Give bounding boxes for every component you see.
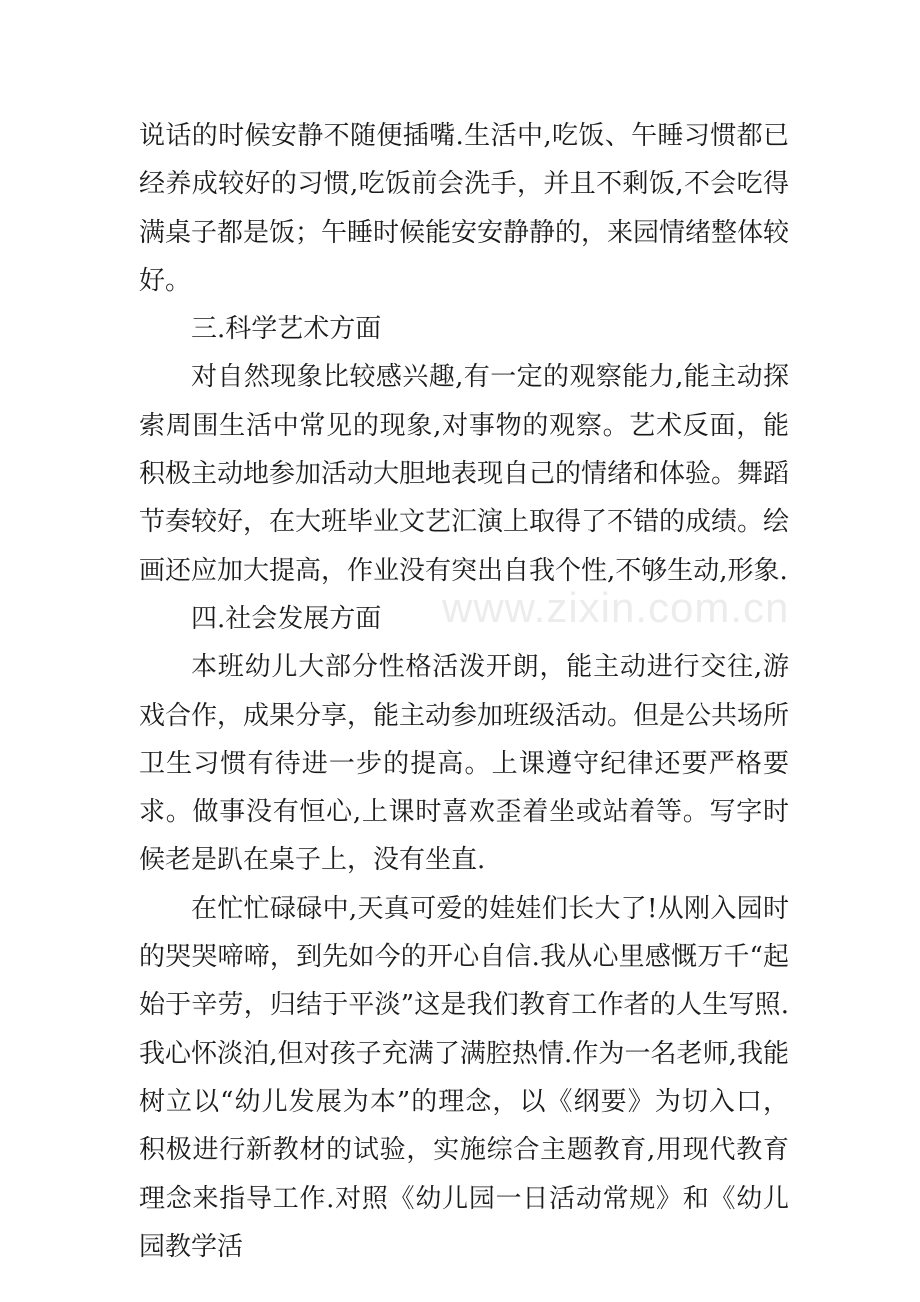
- section-heading-social-development: 四.社会发展方面: [191, 603, 382, 634]
- paragraph-social-development: 本班幼儿大部分性格活泼开朗，能主动进行交往,游戏合作，成果分享，能主动参加班级活动。但是公共场所卫生习惯有待进一步的提高。上课遵守纪律还要严格要求。做事没有恒心,上课时喜欢歪着坐或站着等。写字时候老是趴在桌子上，没有坐直.: [139, 652, 790, 876]
- paragraph-continuation: 说话的时候安静不随便插嘴.生活中,吃饭、午睡习惯都已经养成较好的习惯,吃饭前会洗手，并且不剩饭,不会吃得满桌子都是饭；午睡时候能安安静静的，来园情绪整体较好。: [139, 121, 790, 296]
- section-heading-science-art: 三.科学艺术方面: [191, 314, 382, 345]
- watermark-text: www.zixin.com.cn: [442, 584, 790, 631]
- document-body: [139, 112, 789, 1271]
- paragraph-science-art: 对自然现象比较感兴趣,有一定的观察能力,能主动探索周围生活中常见的现象,对事物的观察。艺术反面，能积极主动地参加活动大胆地表现自己的情绪和体验。舞蹈节奏较好，在大班毕业文艺汇演上取得了不错的成绩。绘画还应加大提高，作业没有突出自我个性,不够生动,形象.: [139, 362, 790, 586]
- paragraph-reflection: 在忙忙碌碌中,天真可爱的娃娃们长大了!从刚入园时的哭哭啼啼，到先如今的开心自信.我从心里感慨万千“起始于辛劳，归结于平淡”这是我们教育工作者的人生写照.我心怀淡泊,但对孩子充满了满腔热情.作为一名老师,我能树立以“幼儿发展为本”的理念，以《纲要》为切入口，积极进行新教材的试验，实施综合主题教育,用现代教育理念来指导工作.对照《幼儿园一日活动常规》和《幼儿园教学活: [139, 893, 789, 1262]
